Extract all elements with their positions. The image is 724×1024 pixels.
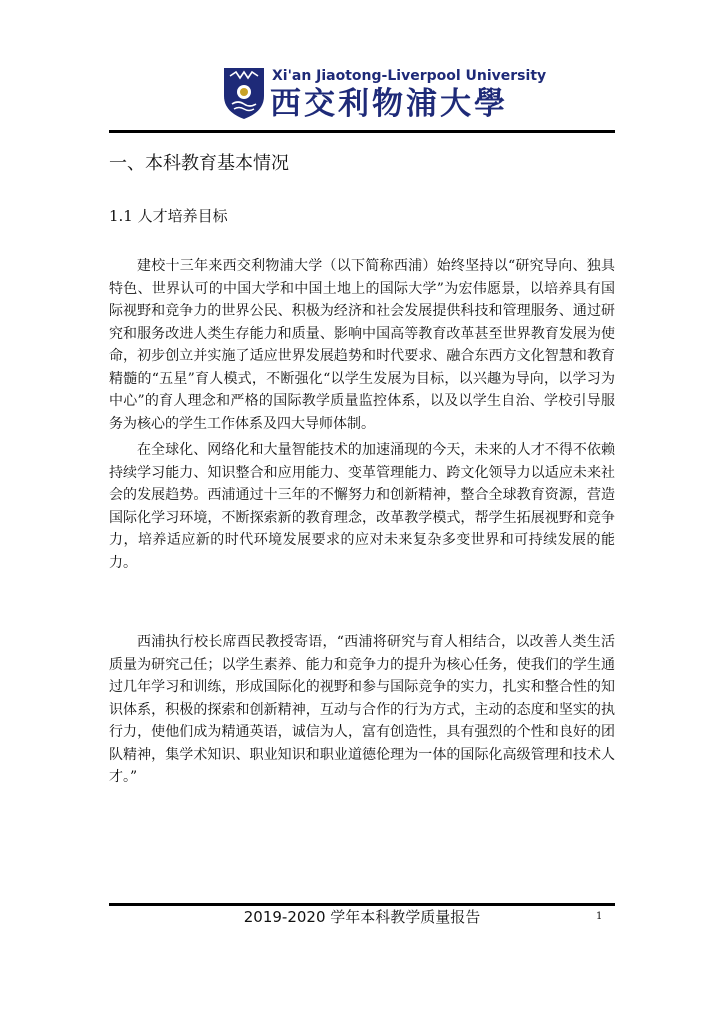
header-divider (109, 130, 615, 133)
paragraph-president-message: 西浦执行校长席酉民教授寄语，“西浦将研究与育人相结合，以改善人类生活质量为研究己任；以学生素养、能力和竞争力的提升为核心任务，使我们的学生通过几年学习和训练，形成国际化的视野和参与国际竞争的实力，扎实和整合性的知识体系，积极的探索和创新精神，互动与合作的行为方式，主动的态度和坚实的执行力，使他们成为精通英语，诚信为人，富有创造性，具有强烈的个性和良好的团队精神，集学术知识、职业知识和职业道德伦理为一体的国际化高级管理和技术人才。” (109, 634, 615, 785)
paragraph-future-talent: 在全球化、网络化和大量智能技术的加速涌现的今天，未来的人才不得不依赖持续学习能力、知识整合和应用能力、变革管理能力、跨文化领导力以适应未来社会的发展趋势。西浦通过十三年的不懈努力和创新精神，整合全球教育资源，营造国际化学习环境，不断探索新的教育理念，改革教学模式，帮学生拓展视野和竞争力，培养适应新的时代环境发展要求的应对未来复杂多变世界和可持续发展的能力。 (109, 442, 615, 571)
section-heading: 一、本科教育基本情况 (109, 153, 289, 174)
university-name-en: Xi'an Jiaotong-Liverpool University (272, 68, 547, 84)
section-subheading: 1.1 人才培养目标 (109, 207, 228, 225)
paragraph-mission: 建校十三年来西交利物浦大学（以下简称西浦）始终坚持以“研究导向、独具特色、世界认可的中国大学和中国土地上的国际大学”为宏伟愿景，以培养具有国际视野和竞争力的世界公民、积极为经济和社会发展提供科技和管理服务、通过研究和服务改进人类生存能力和质量、影响中国高等教育改革甚至世界教育发展为使命，初步创立并实施了适应世界发展趋势和时代要求、融合东西方文化智慧和教育精髓的“五星”育人模式，不断强化“以学生发展为目标，以兴趣为导向，以学习为中心”的育人理念和严格的国际教学质量监控体系，以及以学生自治、学校引导服务为核心的学生工作体系及四大导师体制。 (109, 258, 615, 432)
university-name-zh: 西交利物浦大學 (270, 86, 508, 122)
university-crest-icon (222, 66, 266, 120)
page-number: 1 (596, 911, 603, 922)
footer-report-title: 2019-2020 学年本科教学质量报告 (243, 908, 481, 926)
university-logo (222, 66, 547, 126)
